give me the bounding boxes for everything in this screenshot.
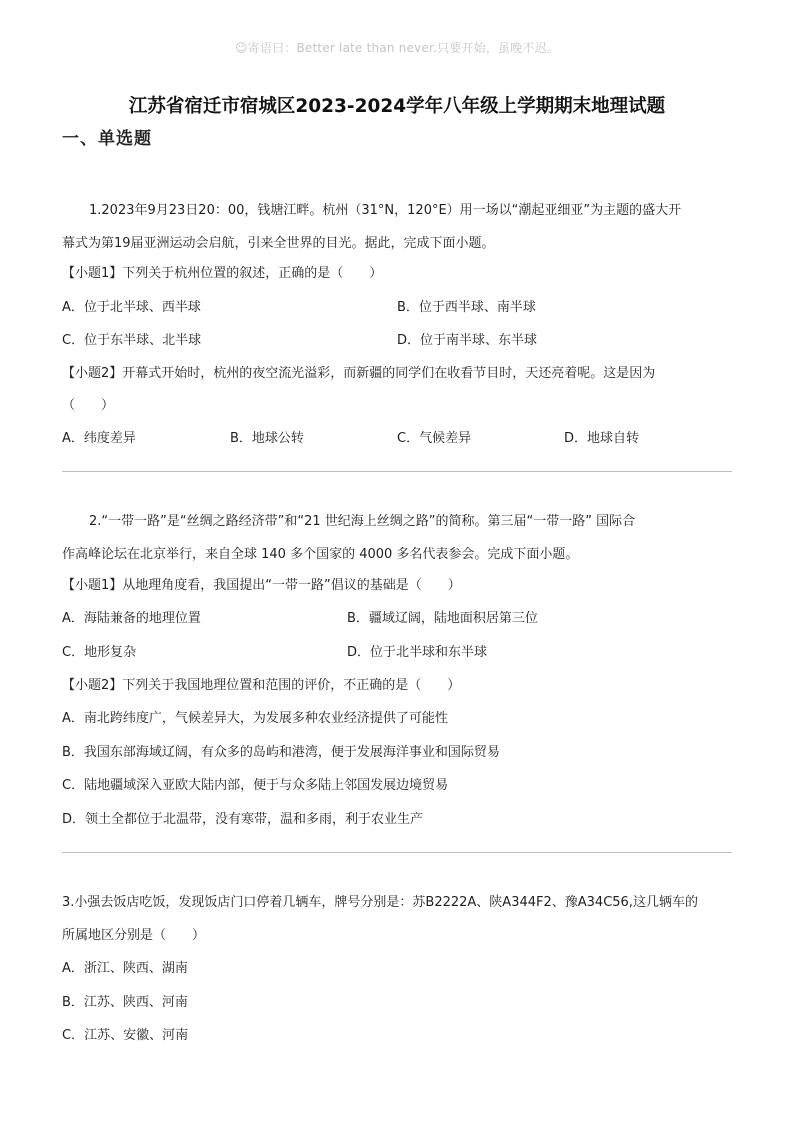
header-motto: ☺寄语曰：Better late than never.只要开始，虽晚不迟。 bbox=[234, 41, 560, 55]
divider-1 bbox=[62, 471, 732, 472]
q1-sub2-option-b: B．地球公转 bbox=[230, 431, 304, 446]
q3-stem-line2: 所属地区分别是（ ） bbox=[62, 928, 206, 943]
q3-stem-line1: 3.小强去饭店吃饭，发现饭店门口停着几辆车，牌号分别是：苏B2222A、陕A344F2、豫A34C56,这几辆车的 bbox=[62, 895, 698, 910]
section-title: 一、单选题 bbox=[62, 129, 152, 149]
q1-sub1-option-a: A．位于北半球、西半球 bbox=[62, 300, 201, 315]
q3-option-c: C．江苏、安徽、河南 bbox=[62, 1028, 189, 1043]
q2-stem-line2: 作高峰论坛在北京举行，来自全球 140 多个国家的 4000 多名代表参会。完成下面小题。 bbox=[62, 547, 579, 562]
q2-subquestion-1: 【小题1】从地理角度看，我国提出“一带一路”倡议的基础是（ ） bbox=[62, 578, 461, 593]
q1-sub2-option-c: C．气候差异 bbox=[397, 431, 472, 446]
q1-sub1-option-d: D．位于南半球、东半球 bbox=[397, 333, 538, 348]
q1-sub1-option-c: C．位于东半球、北半球 bbox=[62, 333, 202, 348]
q1-subquestion-1: 【小题1】下列关于杭州位置的叙述，正确的是（ ） bbox=[62, 266, 383, 281]
q1-sub1-option-b: B．位于西半球、南半球 bbox=[397, 300, 536, 315]
q2-sub1-option-d: D．位于北半球和东半球 bbox=[347, 645, 488, 660]
q2-sub1-option-c: C．地形复杂 bbox=[62, 645, 137, 660]
q2-subquestion-2: 【小题2】下列关于我国地理位置和范围的评价，不正确的是（ ） bbox=[62, 678, 461, 693]
q2-sub2-option-a: A．南北跨纬度广，气候差异大，为发展多种农业经济提供了可能性 bbox=[62, 711, 448, 726]
document-title: 江苏省宿迁市宿城区2023-2024学年八年级上学期期末地理试题 bbox=[128, 96, 666, 117]
q3-option-a: A．浙江、陕西、湖南 bbox=[62, 961, 188, 976]
q2-sub1-option-b: B．疆域辽阔，陆地面积居第三位 bbox=[347, 611, 538, 626]
divider-2 bbox=[62, 852, 732, 853]
q1-subquestion-2-line2: （ ） bbox=[62, 398, 115, 413]
q2-sub2-option-d: D．领土全都位于北温带，没有寒带，温和多雨，利于农业生产 bbox=[62, 812, 424, 827]
q2-sub2-option-b: B．我国东部海域辽阔，有众多的岛屿和港湾，便于发展海洋事业和国际贸易 bbox=[62, 745, 500, 760]
q2-sub1-option-a: A．海陆兼备的地理位置 bbox=[62, 611, 201, 626]
q2-sub2-option-c: C．陆地疆域深入亚欧大陆内部，便于与众多陆上邻国发展边境贸易 bbox=[62, 778, 449, 793]
q1-stem-line1: 1.2023年9月23日20：00，钱塘江畔。杭州（31°N，120°E）用一场以“潮起亚细亚”为主题的盛大开 bbox=[89, 203, 682, 218]
q1-sub2-option-a: A．纬度差异 bbox=[62, 431, 136, 446]
q1-sub2-option-d: D．地球自转 bbox=[564, 431, 640, 446]
q3-option-b: B．江苏、陕西、河南 bbox=[62, 995, 188, 1010]
q1-stem-line2: 幕式为第19届亚洲运动会启航，引来全世界的目光。据此，完成下面小题。 bbox=[62, 236, 495, 251]
q2-stem-line1: 2.“一带一路”是“丝绸之路经济带”和“21 世纪海上丝绸之路”的简称。第三届“一带一路” 国际合 bbox=[89, 514, 636, 529]
q1-subquestion-2-line1: 【小题2】开幕式开始时，杭州的夜空流光溢彩，而新疆的同学们在收看节目时，天还亮着呢。这是因为 bbox=[62, 366, 656, 381]
